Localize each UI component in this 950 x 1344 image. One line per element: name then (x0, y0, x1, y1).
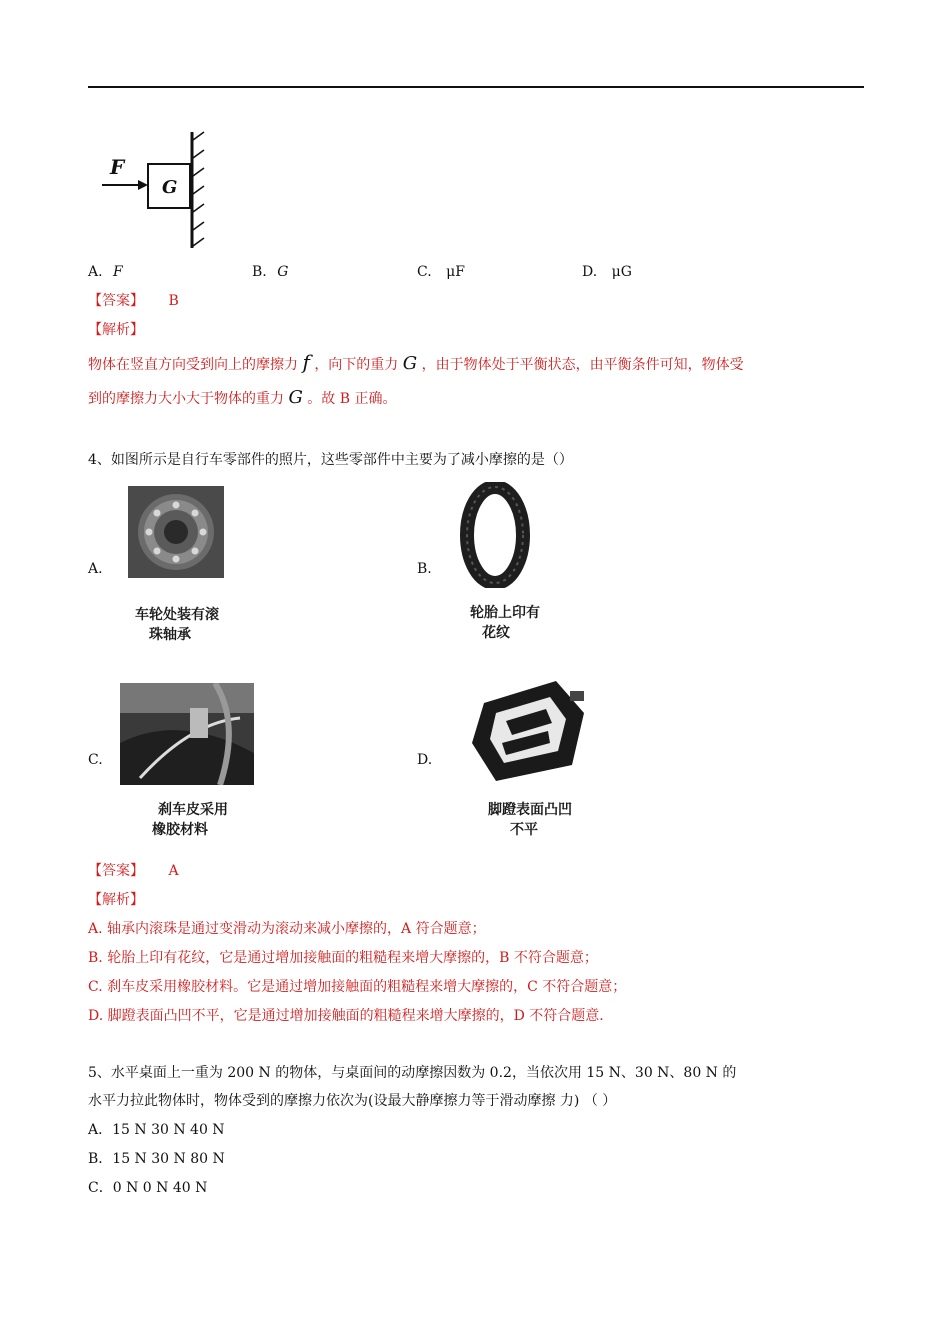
answer-tag: 【答案】 (88, 293, 144, 309)
analysis-text: ，向下的重力 (314, 357, 399, 373)
q4-caption-b (470, 603, 570, 643)
q4-caption-d (488, 800, 598, 840)
q4-analysis-line-a: A. 轴承内滚珠是通过变滑动为滚动来减小摩擦的，A 符合题意； (88, 921, 486, 937)
caption-line: 珠轴承 (149, 627, 191, 643)
caption-line: 轮胎上印有 (470, 605, 540, 621)
header-rule (88, 86, 864, 88)
brake-image (120, 683, 254, 785)
force-label: F (110, 155, 125, 179)
option-letter: A. (88, 264, 103, 280)
symbol-f: f (302, 350, 310, 374)
caption-line: 刹车皮采用 (158, 802, 228, 818)
q4-analysis-line-c: C. 刹车皮采用橡胶材料。它是通过增加接触面的粗糙程来增大摩擦的，C 不符合题意； (88, 979, 627, 995)
q5-option-a[interactable]: A．15 N 30 N 40 N (88, 1122, 225, 1138)
q4-option-d-letter[interactable]: D. (417, 752, 433, 768)
option-value: μF (446, 264, 465, 280)
q3-option-b[interactable] (252, 264, 288, 280)
answer-tag: 【答案】 (88, 863, 144, 879)
q3-option-c[interactable] (417, 264, 465, 280)
q4-answer (88, 861, 179, 881)
q4-caption-a (135, 605, 245, 645)
symbol-g: G (288, 387, 303, 408)
caption-line: 车轮处装有滚 (135, 607, 219, 623)
option-letter: B. (252, 264, 267, 280)
q5-option-c[interactable]: C．0 N 0 N 40 N (88, 1180, 208, 1196)
q4-option-b-letter[interactable]: B. (417, 561, 432, 577)
pedal-photo (466, 673, 588, 785)
q3-answer (88, 291, 179, 311)
q4-caption-c (152, 800, 258, 840)
symbol-g: G (402, 353, 418, 374)
q4-question: 4、如图所示是自行车零部件的照片，这些零部件中主要为了减小摩擦的是（） (88, 452, 573, 468)
analysis-text: 到的摩擦力大小大于物体的重力 (88, 391, 284, 407)
option-value: G (277, 264, 289, 280)
answer-value: A (168, 863, 179, 879)
caption-line: 不平 (510, 822, 538, 838)
analysis-text: 。故 B 正确。 (307, 391, 397, 407)
q3-analysis-tag: 【解析】 (88, 322, 144, 338)
q4-analysis-line-d: D. 脚蹬表面凸凹不平，它是通过增加接触面的粗糙程来增大摩擦的，D 不符合题意. (88, 1008, 604, 1024)
brake-photo (120, 683, 254, 785)
tire-photo (460, 482, 530, 588)
option-value: μG (611, 264, 632, 280)
option-letter: D. (582, 264, 598, 280)
block-label: G (162, 177, 178, 198)
answer-value: B (168, 293, 179, 309)
caption-line: 花纹 (482, 625, 510, 641)
option-letter: C. (417, 264, 432, 280)
q3-option-d[interactable] (582, 264, 632, 280)
bearing-image (128, 486, 224, 578)
q4-option-c-letter[interactable]: C. (88, 752, 103, 768)
force-diagram (98, 128, 213, 250)
q3-analysis-line-1 (88, 352, 744, 375)
analysis-text: ，由于物体处于平衡状态，由平衡条件可知，物体受 (421, 357, 744, 373)
caption-line: 橡胶材料 (152, 822, 208, 838)
force-arrow-head (138, 180, 148, 190)
q5-option-b[interactable]: B．15 N 30 N 80 N (88, 1151, 225, 1167)
q4-analysis-line-b: B. 轮胎上印有花纹，它是通过增加接触面的粗糙程来增大摩擦的，B 不符合题意； (88, 950, 598, 966)
q5-question-line-1: 5、水平桌面上一重为 200 N 的物体，与桌面间的动摩擦因数为 0.2，当依次用 15 N、30 N、80 N 的 (88, 1065, 737, 1081)
q3-option-a[interactable] (88, 264, 123, 280)
wall-hatching (193, 132, 204, 246)
q4-analysis-tag: 【解析】 (88, 892, 144, 908)
analysis-text: 物体在竖直方向受到向上的摩擦力 (88, 357, 298, 373)
option-value: F (113, 264, 123, 280)
caption-line: 脚蹬表面凸凹 (488, 802, 572, 818)
bearing-photo (128, 486, 224, 578)
q3-analysis-line-2 (88, 388, 397, 409)
q4-option-a-letter[interactable]: A. (88, 561, 103, 577)
q5-question-line-2: 水平力拉此物体时，物体受到的摩擦力依次为(设最大静摩擦力等于滑动摩擦 力) （ ） (88, 1093, 617, 1109)
